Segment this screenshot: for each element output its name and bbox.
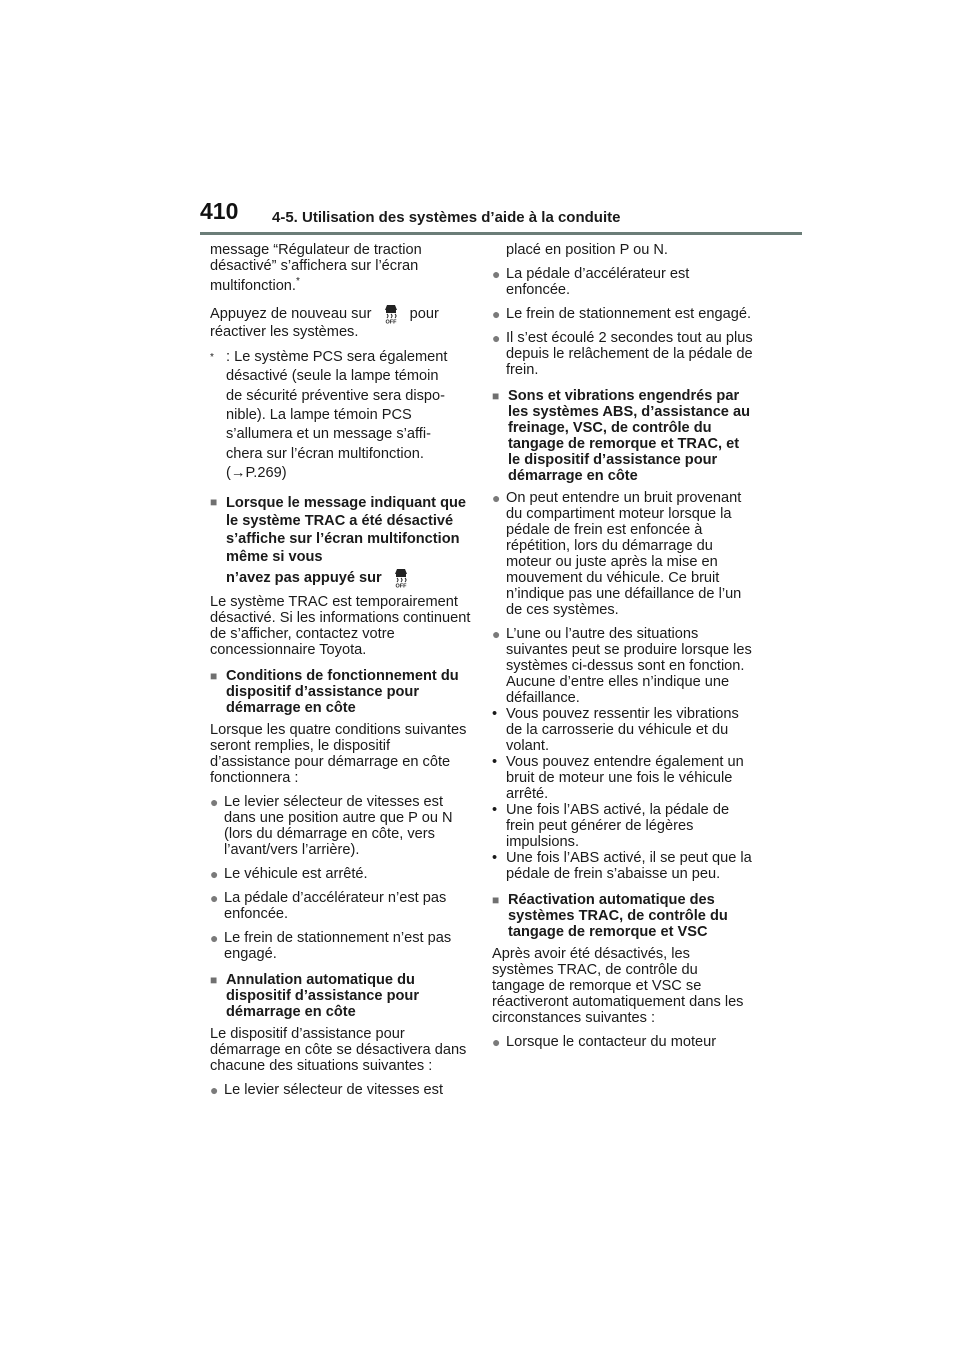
list-item: ● Le levier sélecteur de vitesses est: [210, 1081, 444, 1098]
list-item: ● Le frein de stationnement n’est pas engagé.: [210, 929, 452, 962]
list-item: ● La pédale d’accélérateur n’est pas enfoncée.: [210, 889, 447, 922]
list-item: ● Le frein de stationnement est engagé.: [492, 306, 752, 322]
page-number: 410: [200, 198, 239, 224]
svg-text:OFF: OFF: [395, 583, 407, 588]
section-heading: ■ Conditions de fonctionnement du dispositif d’assistance pour démarrage en côte: [210, 667, 459, 716]
list-item: ● Lorsque le contacteur du moteur: [492, 1034, 717, 1050]
paragraph: Le système TRAC est temporairement désactivé. Si les informations continuent de s’afficher, contactez votre concessionnaire Toyota.: [210, 593, 471, 658]
list-item: ● L’une ou l’autre des situations suivantes peut se produire lorsque les systèmes ci-dessus sont en fonction. Aucune d’entre elles n’indique une défaillance.: [492, 626, 752, 706]
section-heading: ■ Réactivation automatique des systèmes TRAC, de contrôle du tangage de remorque et VSC: [492, 892, 728, 940]
page-header: [200, 198, 802, 238]
section-title: 4-5. Utilisation des systèmes d’aide à la conduite: [272, 209, 621, 226]
header-rule: [200, 232, 802, 235]
list-item: ● Il s’est écoulé 2 secondes tout au plus depuis le relâchement de la pédale de frein.: [492, 330, 753, 378]
sub-list-item: • Vous pouvez entendre également un bruit de moteur une fois le véhicule arrêté.: [492, 754, 744, 802]
left-column: [210, 242, 472, 1106]
section-heading: ■ Annulation automatique du dispositif d’assistance pour démarrage en côte: [210, 971, 420, 1020]
sub-list-item: • Une fois l’ABS activé, il se peut que la pédale de frein s’abaisse un peu.: [492, 850, 752, 882]
paragraph: Appuyez de nouveau sur OFF pour réactiver les systèmes.: [210, 302, 472, 340]
paragraph: Après avoir été désactivés, les systèmes TRAC, de contrôle du tangage de remorque et VSC se réactiveront automatiquement dans les circonstances suivantes :: [492, 946, 744, 1026]
paragraph: message “Régulateur de traction désactivé” s’affichera sur l’écran multifonction.*: [210, 242, 422, 294]
list-item: ● Le levier sélecteur de vitesses est dans une position autre que P ou N (lors du démarrage en côte, vers l’avant/vers l’arrière).: [210, 793, 453, 858]
vsc-off-icon: [390, 566, 412, 588]
right-column: [492, 242, 754, 1058]
footnote: * : Le système PCS sera également désactivé (seule la lampe témoin de sécurité préventive sera dispo- nible). La lampe témoin PCS s’allumera et un message s’affi- chera sur l’écran multifonction. (→P.269): [210, 348, 472, 484]
svg-text:OFF: OFF: [385, 319, 397, 324]
section-heading: ■ Sons et vibrations engendrés par les systèmes ABS, d’assistance au freinage, VSC, de contrôle du tangage de remorque et TRAC, et le dispositif d’assistance pour démarrage en côte: [492, 388, 751, 484]
paragraph: Lorsque les quatre conditions suivantes seront remplies, le dispositif d’assistance pour démarrage en côte fonctionnera :: [210, 721, 467, 786]
paragraph: Le dispositif d’assistance pour démarrage en côte se désactivera dans chacune des situations suivantes :: [210, 1025, 467, 1074]
list-item: ● Le véhicule est arrêté.: [210, 865, 368, 882]
sub-list-item: • Une fois l’ABS activé, la pédale de frein peut générer de légères impulsions.: [492, 802, 730, 850]
section-heading: ■ Lorsque le message indiquant que le système TRAC a été désactivé s’affiche sur l’écran multifonction même si vous n’avez pas appuyé sur OFF: [210, 494, 467, 588]
list-item-continuation: placé en position P ou N.: [506, 242, 668, 258]
page-reference[interactable]: (→P.269): [226, 465, 287, 482]
sub-list-item: • Vous pouvez ressentir les vibrations de la carrosserie du véhicule et du volant.: [492, 706, 739, 754]
list-item: ● On peut entendre un bruit provenant du compartiment moteur lorsque la pédale de frein est enfoncée à répétition, lors du démarrage du moteur ou juste après la mise en mouvement du véhicule. Ce bruit n’indique pas une défaillance de l’un de ces systèmes.: [492, 490, 742, 618]
list-item: ● La pédale d’accélérateur est enfoncée.: [492, 266, 690, 298]
vsc-off-icon: [380, 302, 402, 324]
